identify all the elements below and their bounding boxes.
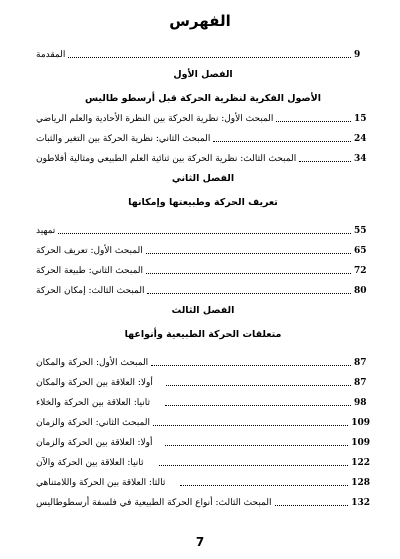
dot-leader	[213, 141, 351, 142]
toc-entry[interactable]	[36, 256, 370, 276]
chapter-1-label: الفصل الأول	[173, 69, 233, 80]
toc-entry[interactable]	[36, 144, 370, 164]
toc-entry[interactable]	[36, 468, 370, 488]
toc-entry[interactable]	[36, 216, 370, 236]
toc-page-number: 34	[354, 154, 367, 164]
page-title: الفهرس	[169, 12, 231, 30]
chapter-3-subtitle: متعلقات الحركة الطبيعية وأنواعها	[124, 329, 282, 340]
dot-leader	[275, 505, 349, 506]
toc-entry-text: أولا: العلاقة بين الحركة والزمان	[36, 438, 153, 448]
toc-list	[36, 40, 370, 508]
toc-entry-text: ثانيا: العلاقة بين الحركة والخلاء	[36, 398, 150, 408]
toc-entry-text: المبحث الأول: الحركة والمكان	[36, 358, 149, 368]
toc-entry[interactable]	[36, 408, 370, 428]
toc-entry-text: المبحث الأول: تعريف الحركة	[36, 246, 143, 256]
dot-leader	[147, 293, 351, 294]
toc-entry[interactable]	[36, 428, 370, 448]
toc-entry[interactable]	[36, 236, 370, 256]
chapter-2-subtitle: تعريف الحركة وطبيعتها وإمكانها	[128, 197, 278, 208]
dot-leader	[159, 465, 349, 466]
dot-leader	[151, 365, 351, 366]
toc-page-number: 87	[354, 358, 367, 368]
dot-leader	[299, 161, 351, 162]
toc-page-number: 128	[351, 478, 370, 488]
toc-entry-text: تمهيد	[36, 226, 56, 236]
toc-entry[interactable]	[36, 368, 370, 388]
toc-entry-text: المقدمة	[36, 50, 66, 60]
toc-page-number: 80	[354, 286, 367, 296]
toc-entry-text: المبحث الثاني: نظرية الحركة بين التغير والثبات	[36, 134, 211, 144]
toc-page-number: 109	[351, 438, 370, 448]
toc-page-number: 109	[351, 418, 370, 428]
dot-leader	[166, 385, 351, 386]
toc-entry[interactable]	[36, 276, 370, 296]
dot-leader	[276, 121, 351, 122]
toc-entry-intro[interactable]	[36, 40, 370, 60]
dot-leader	[146, 273, 351, 274]
toc-entry[interactable]	[36, 124, 370, 144]
toc-page-number: 55	[354, 226, 367, 236]
toc-page-number: 72	[354, 266, 367, 276]
toc-entry-text: ثانيا: العلاقة بين الحركة والآن	[36, 458, 144, 468]
toc-page-number: 122	[351, 458, 370, 468]
dot-leader	[153, 425, 348, 426]
toc-entry-text: المبحث الثالث: إمكان الحركة	[36, 286, 145, 296]
dot-leader	[58, 233, 351, 234]
toc-entry[interactable]	[36, 448, 370, 468]
toc-page-number: 24	[354, 134, 367, 144]
dot-leader	[165, 445, 348, 446]
page-number: 7	[195, 535, 205, 549]
toc-entry[interactable]	[36, 488, 370, 508]
toc-entry[interactable]	[36, 104, 370, 124]
chapter-3-label: الفصل الثالث	[171, 305, 235, 316]
toc-entry-text: أولا: العلاقة بين الحركة والمكان	[36, 378, 153, 388]
toc-page-number: 65	[354, 246, 367, 256]
dot-leader	[165, 405, 351, 406]
toc-page-number: 98	[354, 398, 367, 408]
toc-entry-text: المبحث الأول: نظرية الحركة بين النظرة الأحادية والعلم الرياضي	[36, 114, 274, 124]
toc-entry[interactable]	[36, 348, 370, 368]
toc-page-number: 9	[354, 50, 361, 60]
toc-page-number: 15	[354, 114, 367, 124]
toc-entry-text: المبحث الثاني: طبيعة الحركة	[36, 266, 144, 276]
toc-entry-text: ثالثا: العلاقة بين الحركة واللامتناهي	[36, 478, 166, 488]
chapter-1-subtitle: الأصول الفكرية لنظرية الحركة قبل أرسطو طاليس	[84, 93, 322, 104]
toc-entry-text: المبحث الثاني: الحركة والزمان	[36, 418, 150, 428]
toc-entry-text: المبحث الثالث: أنواع الحركة الطبيعية في فلسفة أرسطوطاليس	[36, 498, 272, 508]
dot-leader	[180, 485, 348, 486]
toc-page-number: 132	[351, 498, 370, 508]
toc-entry[interactable]	[36, 388, 370, 408]
dot-leader	[68, 57, 351, 58]
chapter-2-label: الفصل الثاني	[171, 173, 235, 184]
toc-entry-text: المبحث الثالث: نظرية الحركة بين ثنائية العلم الطبيعي ومثالية أفلاطون	[36, 154, 297, 164]
dot-leader	[146, 253, 351, 254]
toc-page-number: 87	[354, 378, 367, 388]
